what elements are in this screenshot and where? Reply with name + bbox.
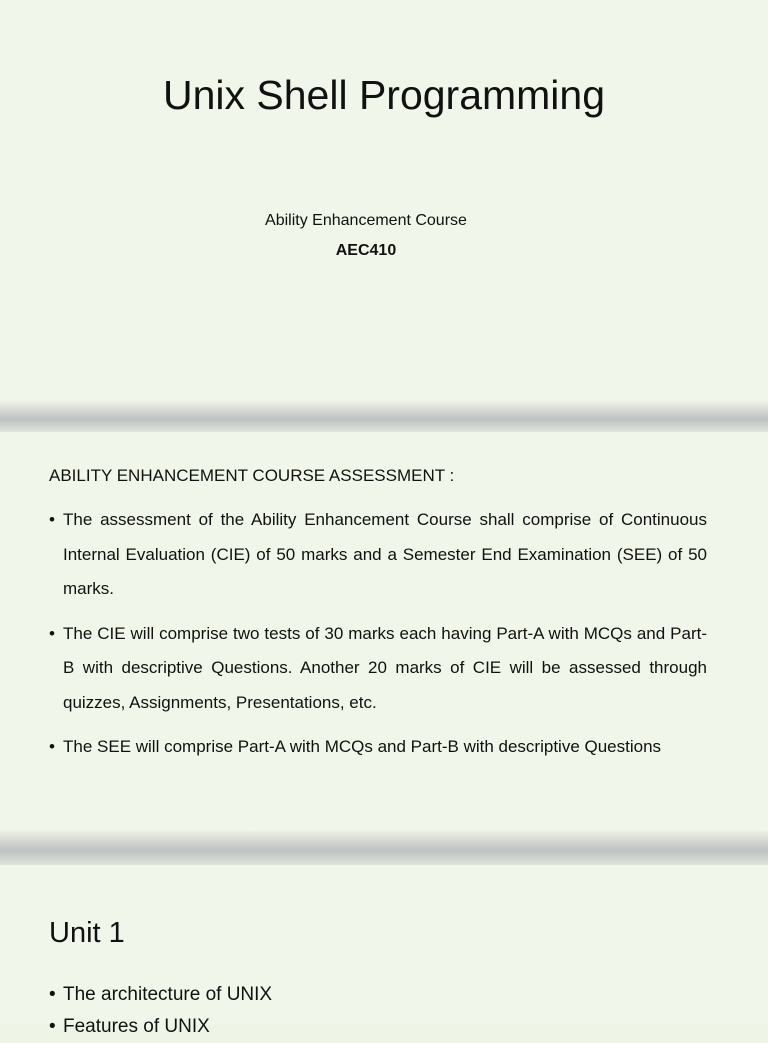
- list-item-text: The architecture of UNIX: [63, 984, 273, 1005]
- list-item-text: Features of UNIX: [63, 1016, 210, 1037]
- unit-bullet-list: [49, 979, 272, 1043]
- bullet-icon: •: [49, 984, 56, 1005]
- assessment-bullet-list: [49, 503, 707, 775]
- bullet-icon: •: [49, 737, 55, 756]
- unit-heading: Unit 1: [49, 917, 125, 949]
- slide-subtitle: Ability Enhancement Course: [265, 212, 467, 229]
- slide-2: [0, 432, 768, 830]
- list-item: [49, 503, 707, 607]
- list-item: [49, 979, 272, 1011]
- slide-separator: [0, 830, 768, 865]
- slide-3: [0, 865, 768, 1037]
- slide-1: [0, 0, 768, 401]
- assessment-heading: ABILITY ENHANCEMENT COURSE ASSESSMENT :: [49, 466, 455, 485]
- bullet-icon: •: [49, 1016, 56, 1037]
- bullet-icon: •: [49, 510, 55, 529]
- list-item: [49, 730, 707, 765]
- course-code: AEC410: [335, 242, 397, 259]
- list-item-text: The assessment of the Ability Enhancement Course shall comprise of Continuous Internal Evaluation (CIE) of 50 marks and a Semester End Examination (SEE) of 50 marks.: [63, 510, 707, 598]
- bullet-icon: •: [49, 623, 55, 643]
- list-item: [49, 1011, 272, 1043]
- list-item-text: The SEE will comprise Part-A with MCQs and Part-B with descriptive Questions: [63, 737, 662, 756]
- list-item-text: The CIE will comprise two tests of 30 marks each having Part-A with MCQs and Part-B with descriptive Questions. Another 20 marks of CIE will be assessed through quizzes, Assignments, Presentations, etc.: [63, 623, 707, 712]
- list-item: [49, 617, 707, 721]
- slide-separator: [0, 401, 768, 432]
- slide-title: Unix Shell Programming: [162, 72, 606, 118]
